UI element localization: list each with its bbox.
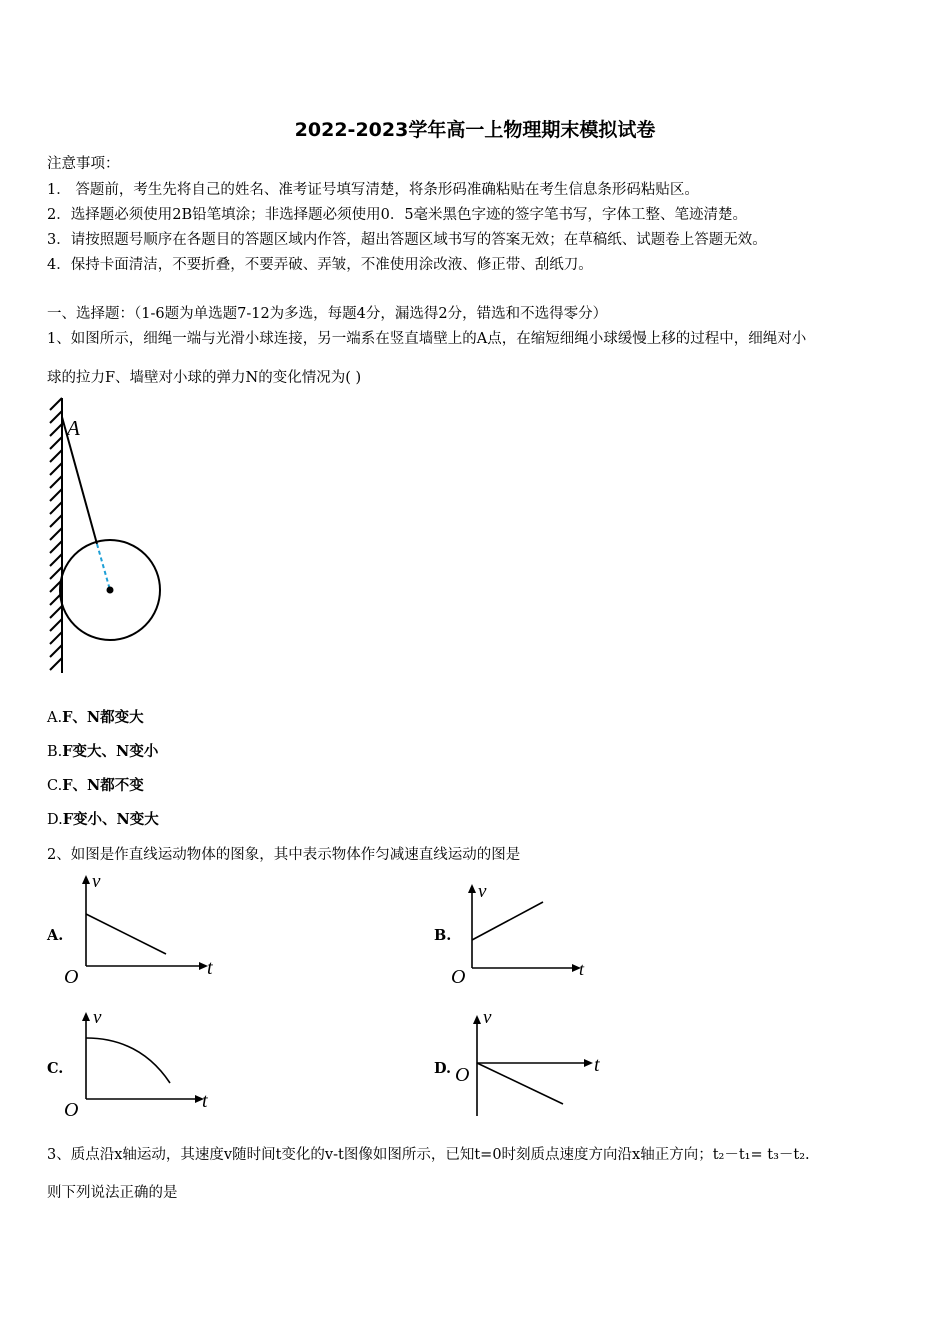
ball-center <box>107 587 114 594</box>
velocity-curve <box>86 1038 170 1083</box>
velocity-line <box>472 902 543 940</box>
y-axis-arrow <box>473 1015 481 1024</box>
option-prefix: B. <box>47 744 63 760</box>
option-prefix: A. <box>47 710 63 726</box>
question-3-stem-continued: 则下列说法正确的是 <box>47 1185 178 1201</box>
x-axis-arrow <box>584 1059 593 1067</box>
notice-item: 2．选择题必须使用2B铅笔填涂；非选择题必须使用0．5毫米黑色字迹的签字笔书写，字体工整、笔迹清楚。 <box>47 207 748 223</box>
graph-b-label[interactable]: B. <box>434 927 452 944</box>
option-a[interactable] <box>47 706 144 727</box>
y-axis-label: v <box>93 1007 102 1028</box>
x-axis-label: t <box>202 1090 208 1112</box>
option-c[interactable] <box>47 774 144 795</box>
graph-d-label[interactable]: D. <box>434 1060 452 1077</box>
option-text: F变大、N变小 <box>62 743 159 760</box>
y-axis-label: v <box>478 881 487 902</box>
point-a-label: A <box>67 416 80 440</box>
option-prefix: D. <box>47 812 63 828</box>
section-heading: 一、选择题：（1-6题为单选题7-12为多选，每题4分，漏选得2分，错选和不选得零分） <box>47 306 608 322</box>
option-b[interactable] <box>47 740 158 761</box>
graph-c <box>60 1003 230 1123</box>
graph-d <box>445 1003 615 1123</box>
question-3-stem: 3、质点沿x轴运动，其速度v随时间t变化的v-t图像如图所示，已知t=0时刻质点速度方向沿x轴正方向；t₂－t₁= t₃－t₂. <box>47 1147 810 1163</box>
origin-label: O <box>64 966 79 988</box>
option-text: F、N都不变 <box>62 777 144 794</box>
option-prefix: C. <box>47 778 63 794</box>
y-axis-label: v <box>483 1007 492 1028</box>
velocity-line <box>86 914 166 954</box>
y-axis-arrow <box>468 884 476 893</box>
origin-label: O <box>64 1099 79 1121</box>
velocity-line <box>477 1063 563 1104</box>
graph-c-label[interactable]: C. <box>47 1060 64 1077</box>
option-text: F、N都变大 <box>62 709 144 726</box>
wall-hatching <box>50 398 62 673</box>
notice-item: 3．请按照题号顺序在各题目的答题区域内作答，超出答题区域书写的答案无效；在草稿纸、试题卷上答题无效。 <box>47 232 767 248</box>
graph-a <box>60 870 230 990</box>
notice-item: 1． 答题前，考生先将自己的姓名、准考证号填写清楚，将条形码准确粘贴在考生信息条形码粘贴区。 <box>47 182 699 198</box>
x-axis-label: t <box>594 1054 600 1076</box>
q1-figure <box>40 395 210 685</box>
y-axis-arrow <box>82 875 90 884</box>
graph-b <box>445 870 615 990</box>
ball-radius-dashed <box>97 544 110 590</box>
option-d[interactable] <box>47 808 159 829</box>
graph-a-label[interactable]: A. <box>47 927 64 944</box>
notice-item: 4．保持卡面清洁，不要折叠，不要弄破、弄皱，不准使用涂改液、修正带、刮纸刀。 <box>47 257 593 273</box>
option-text: F变小、N变大 <box>62 811 159 828</box>
origin-label: O <box>455 1064 470 1086</box>
question-1-stem: 1、如图所示，细绳一端与光滑小球连接，另一端系在竖直墙壁上的A点，在缩短细绳小球缓慢上移的过程中，细绳对小 <box>47 331 807 347</box>
y-axis-label: v <box>92 871 101 892</box>
notice-heading: 注意事项： <box>47 156 120 172</box>
x-axis-label: t <box>579 959 585 979</box>
x-axis-label: t <box>207 957 213 979</box>
question-1-stem-continued: 球的拉力F、墙壁对小球的弹力N的变化情况为( ) <box>47 370 362 386</box>
y-axis-arrow <box>82 1012 90 1021</box>
page-title: 2022-2023学年高一上物理期末模拟试卷 <box>294 119 656 141</box>
origin-label: O <box>451 966 466 988</box>
question-2-stem: 2、如图是作直线运动物体的图象，其中表示物体作匀减速直线运动的图是 <box>47 847 521 863</box>
